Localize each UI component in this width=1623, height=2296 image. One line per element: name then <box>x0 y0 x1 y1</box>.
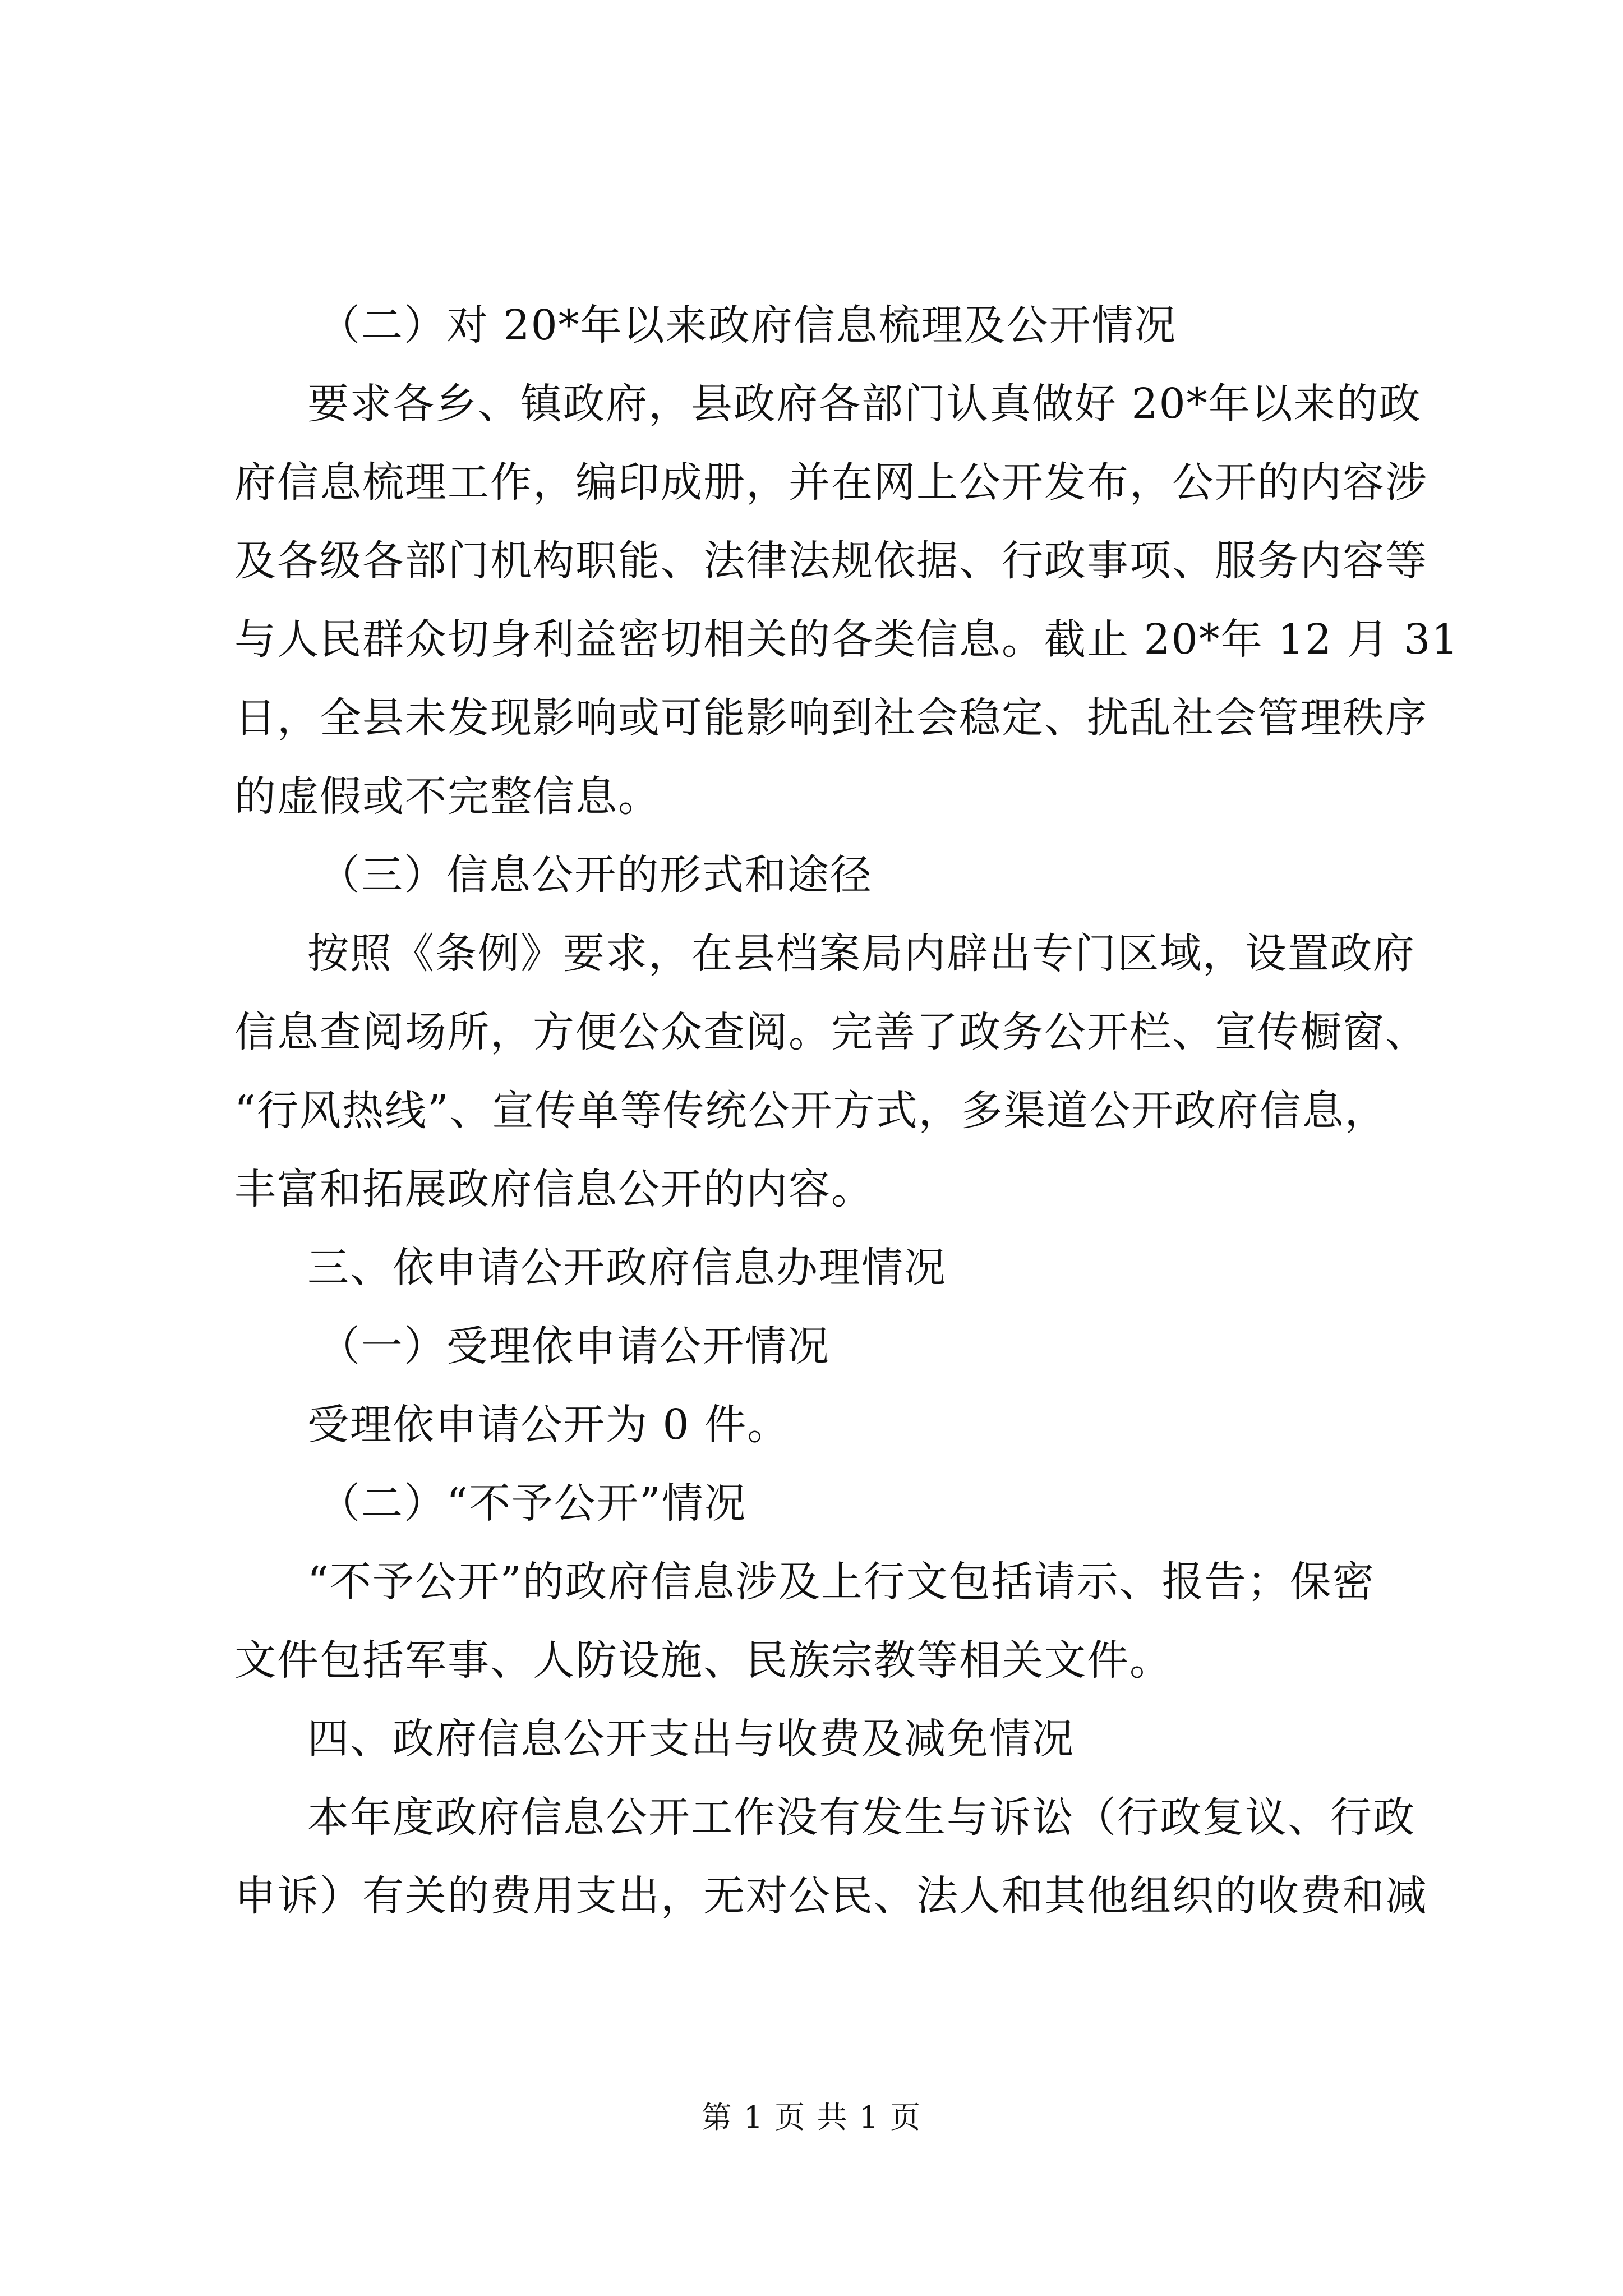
text-line: “行风热线”、宣传单等传统公开方式，多渠道公开政府信息， <box>234 1087 1387 1135</box>
text-line: 的虚假或不完整信息。 <box>234 772 661 821</box>
text-line: （三）信息公开的形式和途径 <box>319 851 873 899</box>
text-line: 信息查阅场所，方便公众查阅。完善了政务公开栏、宣传橱窗、 <box>234 1008 1428 1056</box>
text-line: 三、依申请公开政府信息办理情况 <box>307 1244 947 1292</box>
text-line: “不予公开”的政府信息涉及上行文包括请示、报告；保密 <box>307 1558 1375 1606</box>
text-line: （二）“不予公开”情况 <box>319 1479 747 1527</box>
text-line: （一）受理依申请公开情况 <box>319 1322 830 1370</box>
text-line: （二）对 20*年以来政府信息梳理及公开情况 <box>319 301 1177 349</box>
text-line: 要求各乡、镇政府，县政府各部门认真做好 20*年以来的政 <box>307 380 1422 428</box>
text-line: 丰富和拓展政府信息公开的内容。 <box>234 1165 874 1213</box>
document-body <box>234 286 1459 1935</box>
text-line: 及各级各部门机构职能、法律法规依据、行政事项、服务内容等 <box>234 537 1428 585</box>
text-line: 四、政府信息公开支出与收费及减免情况 <box>307 1715 1075 1763</box>
text-line: 受理依申请公开为 0 件。 <box>307 1401 790 1449</box>
text-line: 本年度政府信息公开工作没有发生与诉讼（行政复议、行政 <box>307 1793 1415 1842</box>
page-footer: 第 1 页 共 1 页 <box>701 2100 922 2135</box>
text-line: 文件包括军事、人防设施、民族宗教等相关文件。 <box>234 1636 1172 1685</box>
text-line: 按照《条例》要求，在县档案局内辟出专门区域，设置政府 <box>307 930 1415 978</box>
text-line: 府信息梳理工作，编印成册，并在网上公开发布，公开的内容涉 <box>234 458 1428 507</box>
text-line: 与人民群众切身利益密切相关的各类信息。截止 20*年 12 月 31 <box>234 615 1459 664</box>
text-line: 日，全县未发现影响或可能影响到社会稳定、扰乱社会管理秩序 <box>234 694 1428 742</box>
text-line: 申诉）有关的费用支出，无对公民、法人和其他组织的收费和减 <box>234 1872 1428 1920</box>
